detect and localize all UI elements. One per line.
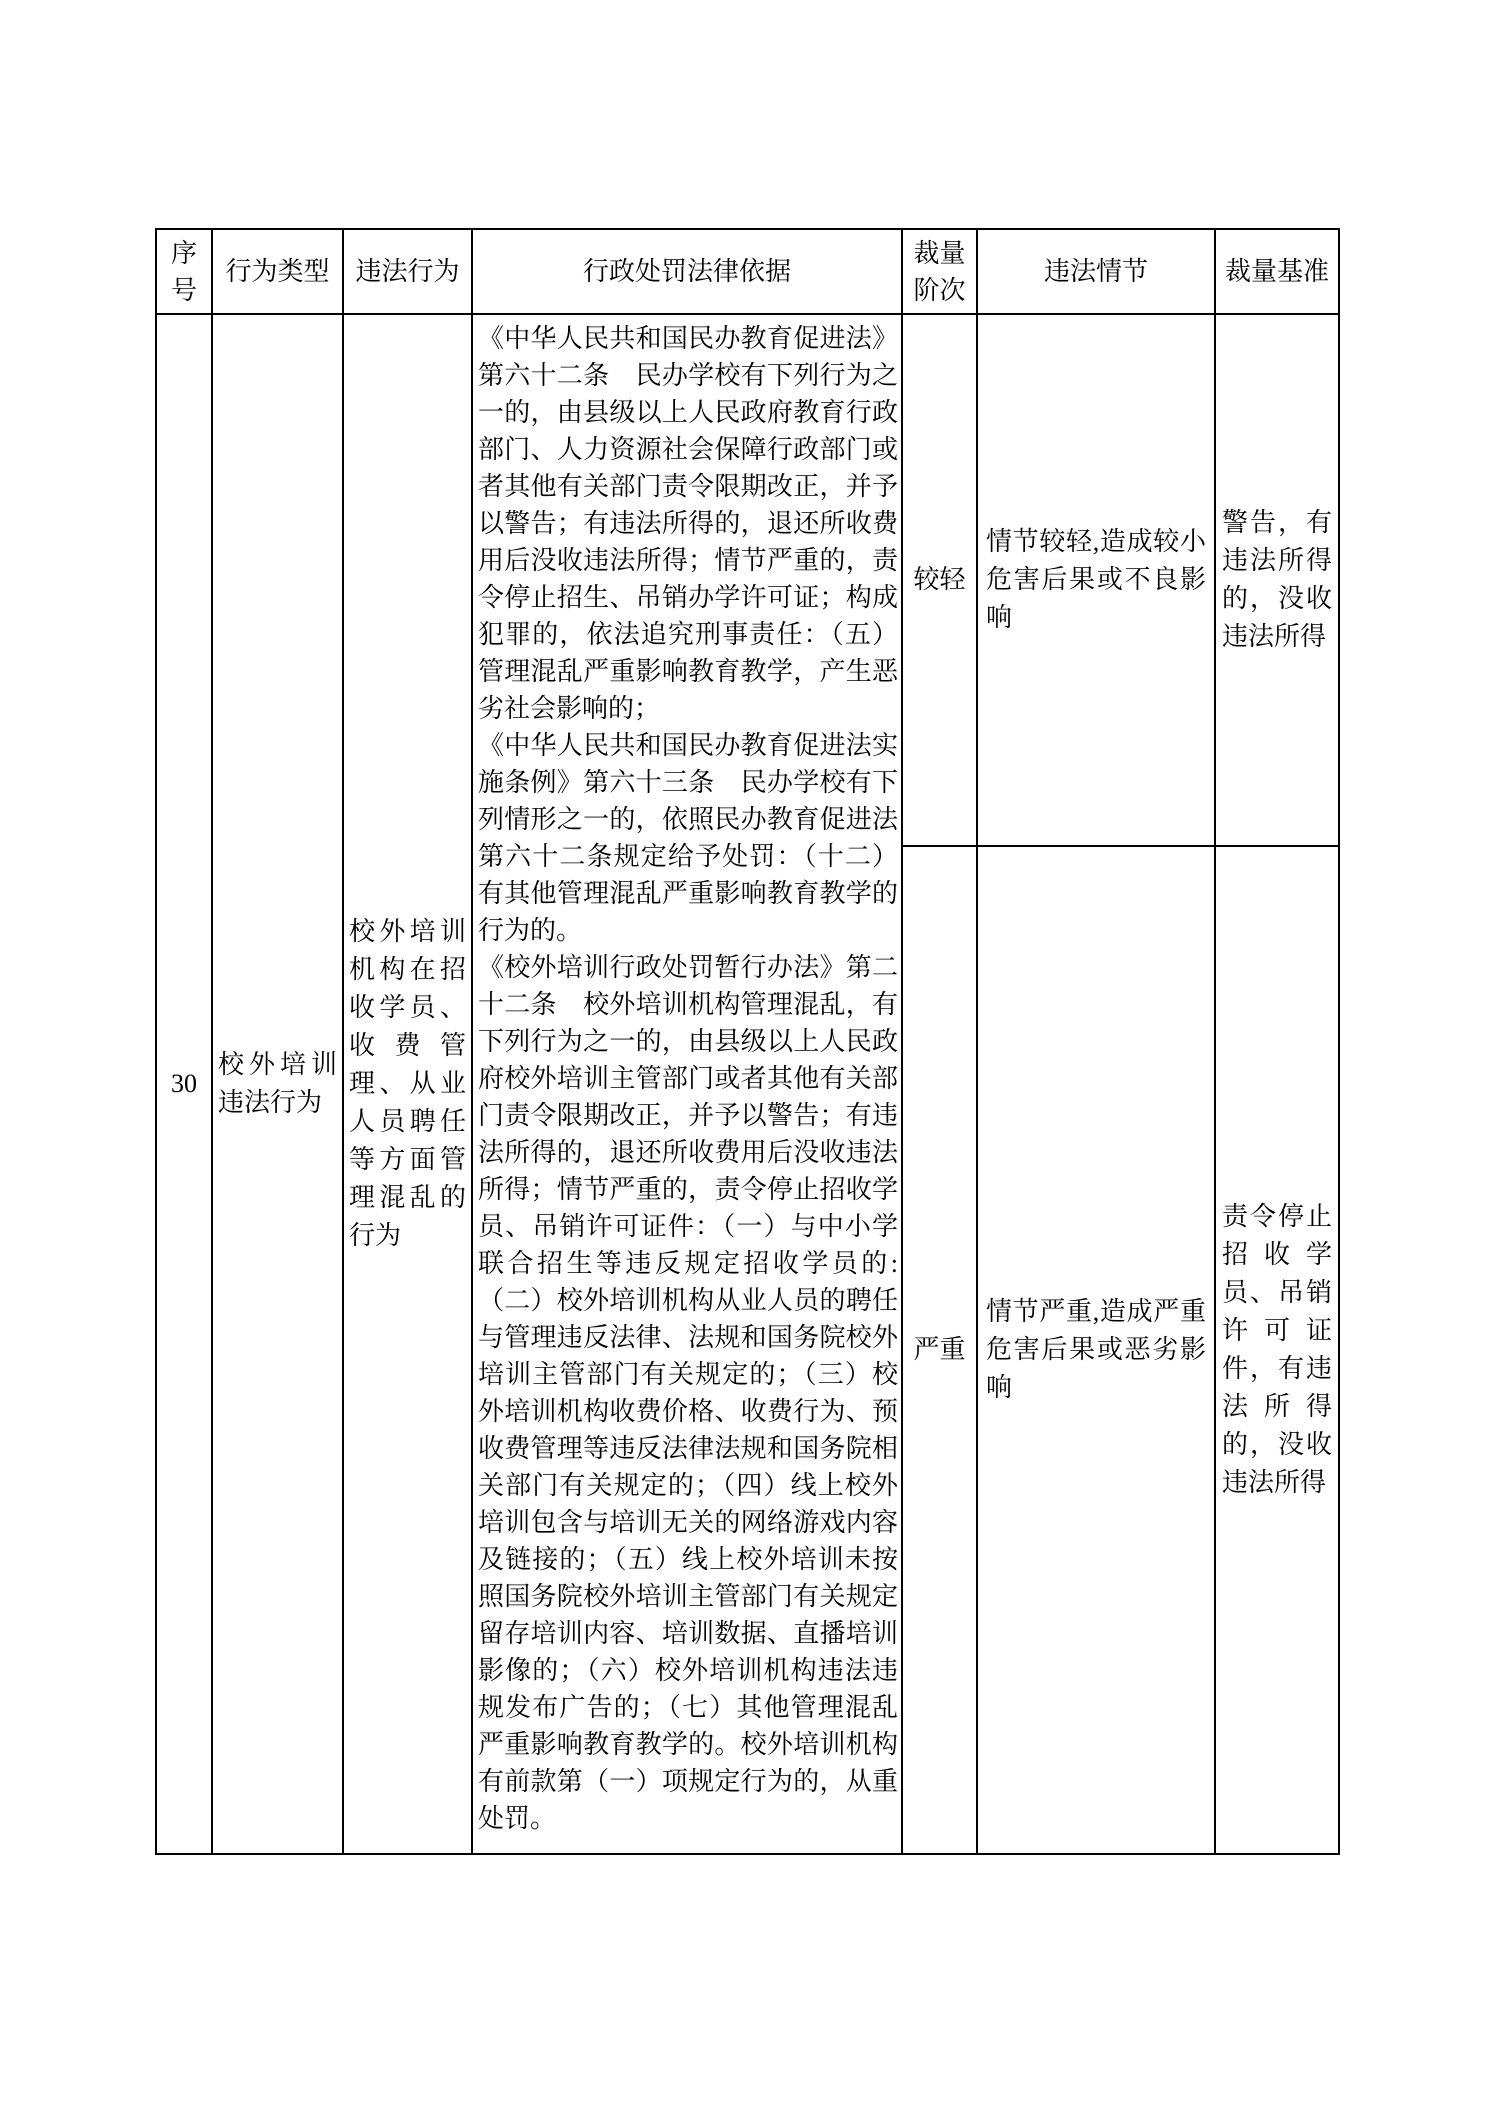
- header-col-illegal-circumstance: 违法情节: [977, 229, 1215, 314]
- header-col-behavior-type: 行为类型: [212, 229, 343, 314]
- cell-circumstance-light: 情节较轻,造成较小危害后果或不良影响: [977, 314, 1215, 846]
- header-col-no: 序号: [156, 229, 212, 314]
- header-col-legal-basis: 行政处罚法律依据: [472, 229, 902, 314]
- legal-basis-paragraph-2: 《中华人民共和国民办教育促进法实施条例》第六十三条 民办学校有下列情形之一的，依照民办教育促进法第六十二条规定给予处罚：（十二）有其他管理混乱严重影响教育教学的行为的。: [478, 731, 898, 945]
- legal-basis-paragraph-3: 《校外培训行政处罚暂行办法》第二十二条 校外培训机构管理混乱，有下列行为之一的，由县级以上人民政府校外培训主管部门或者其他有关部门责令限期改正，并予以警告；有违法所得的，退还所收费用后没收违法所得；情节严重的，责令停止招收学员、吊销许可证件：（一）与中小学联合招生等违反规定招收学员的:（二）校外培训机构从业人员的聘任与管理违反法律、法规和国务院校外培训主管部门有关规定的；（三）校外培训机构收费价格、收费行为、预收费管理等违反法律法规和国务院相关部门有关规定的；（四）线上校外培训包含与培训无关的网络游戏内容及链接的；（五）线上校外培训未按照国务院校外培训主管部门有关规定留存培训内容、培训数据、直播培训影像的；（六）校外培训机构违法违规发布广告的；（七）其他管理混乱严重影响教育教学的。校外培训机构有前款第（一）项规定行为的，从重处罚。: [478, 953, 898, 1833]
- cell-circumstance-severe: 情节严重,造成严重危害后果或恶劣影响: [977, 846, 1215, 1854]
- table-header-row: [156, 229, 1339, 314]
- cell-benchmark-severe: 责令停止招收学员、吊销许可证件，有违法所得的，没收违法所得: [1215, 846, 1339, 1854]
- cell-tier-level-light: 较轻: [902, 314, 977, 846]
- cell-tier-level-severe: 严重: [902, 846, 977, 1854]
- penalty-discretion-table: [155, 228, 1340, 1855]
- legal-basis-paragraph-1: 《中华人民共和国民办教育促进法》第六十二条 民办学校有下列行为之一的，由县级以上人民政府教育行政部门、人力资源社会保障行政部门或者其他有关部门责令限期改正，并予以警告；有违法所得的，退还所收费用后没收违法所得；情节严重的，责令停止招生、吊销办学许可证；构成犯罪的，依法追究刑事责任：（五）管理混乱严重影响教育教学，产生恶劣社会影响的；: [478, 324, 898, 723]
- cell-row-no: 30: [156, 314, 212, 1854]
- cell-benchmark-light: 警告，有违法所得的，没收违法所得: [1215, 314, 1339, 846]
- cell-illegal-behavior: 校外培训机构在招收学员、收费管理、从业人员聘任等方面管理混乱的行为: [343, 314, 472, 1854]
- cell-legal-basis: [472, 314, 902, 1854]
- cell-behavior-type: 校外培训违法行为: [212, 314, 343, 1854]
- header-col-illegal-behavior: 违法行为: [343, 229, 472, 314]
- table-row-tier-light: [156, 314, 1339, 846]
- header-col-discretion-tier: 裁量阶次: [902, 229, 977, 314]
- header-col-discretion-benchmark: 裁量基准: [1215, 229, 1339, 314]
